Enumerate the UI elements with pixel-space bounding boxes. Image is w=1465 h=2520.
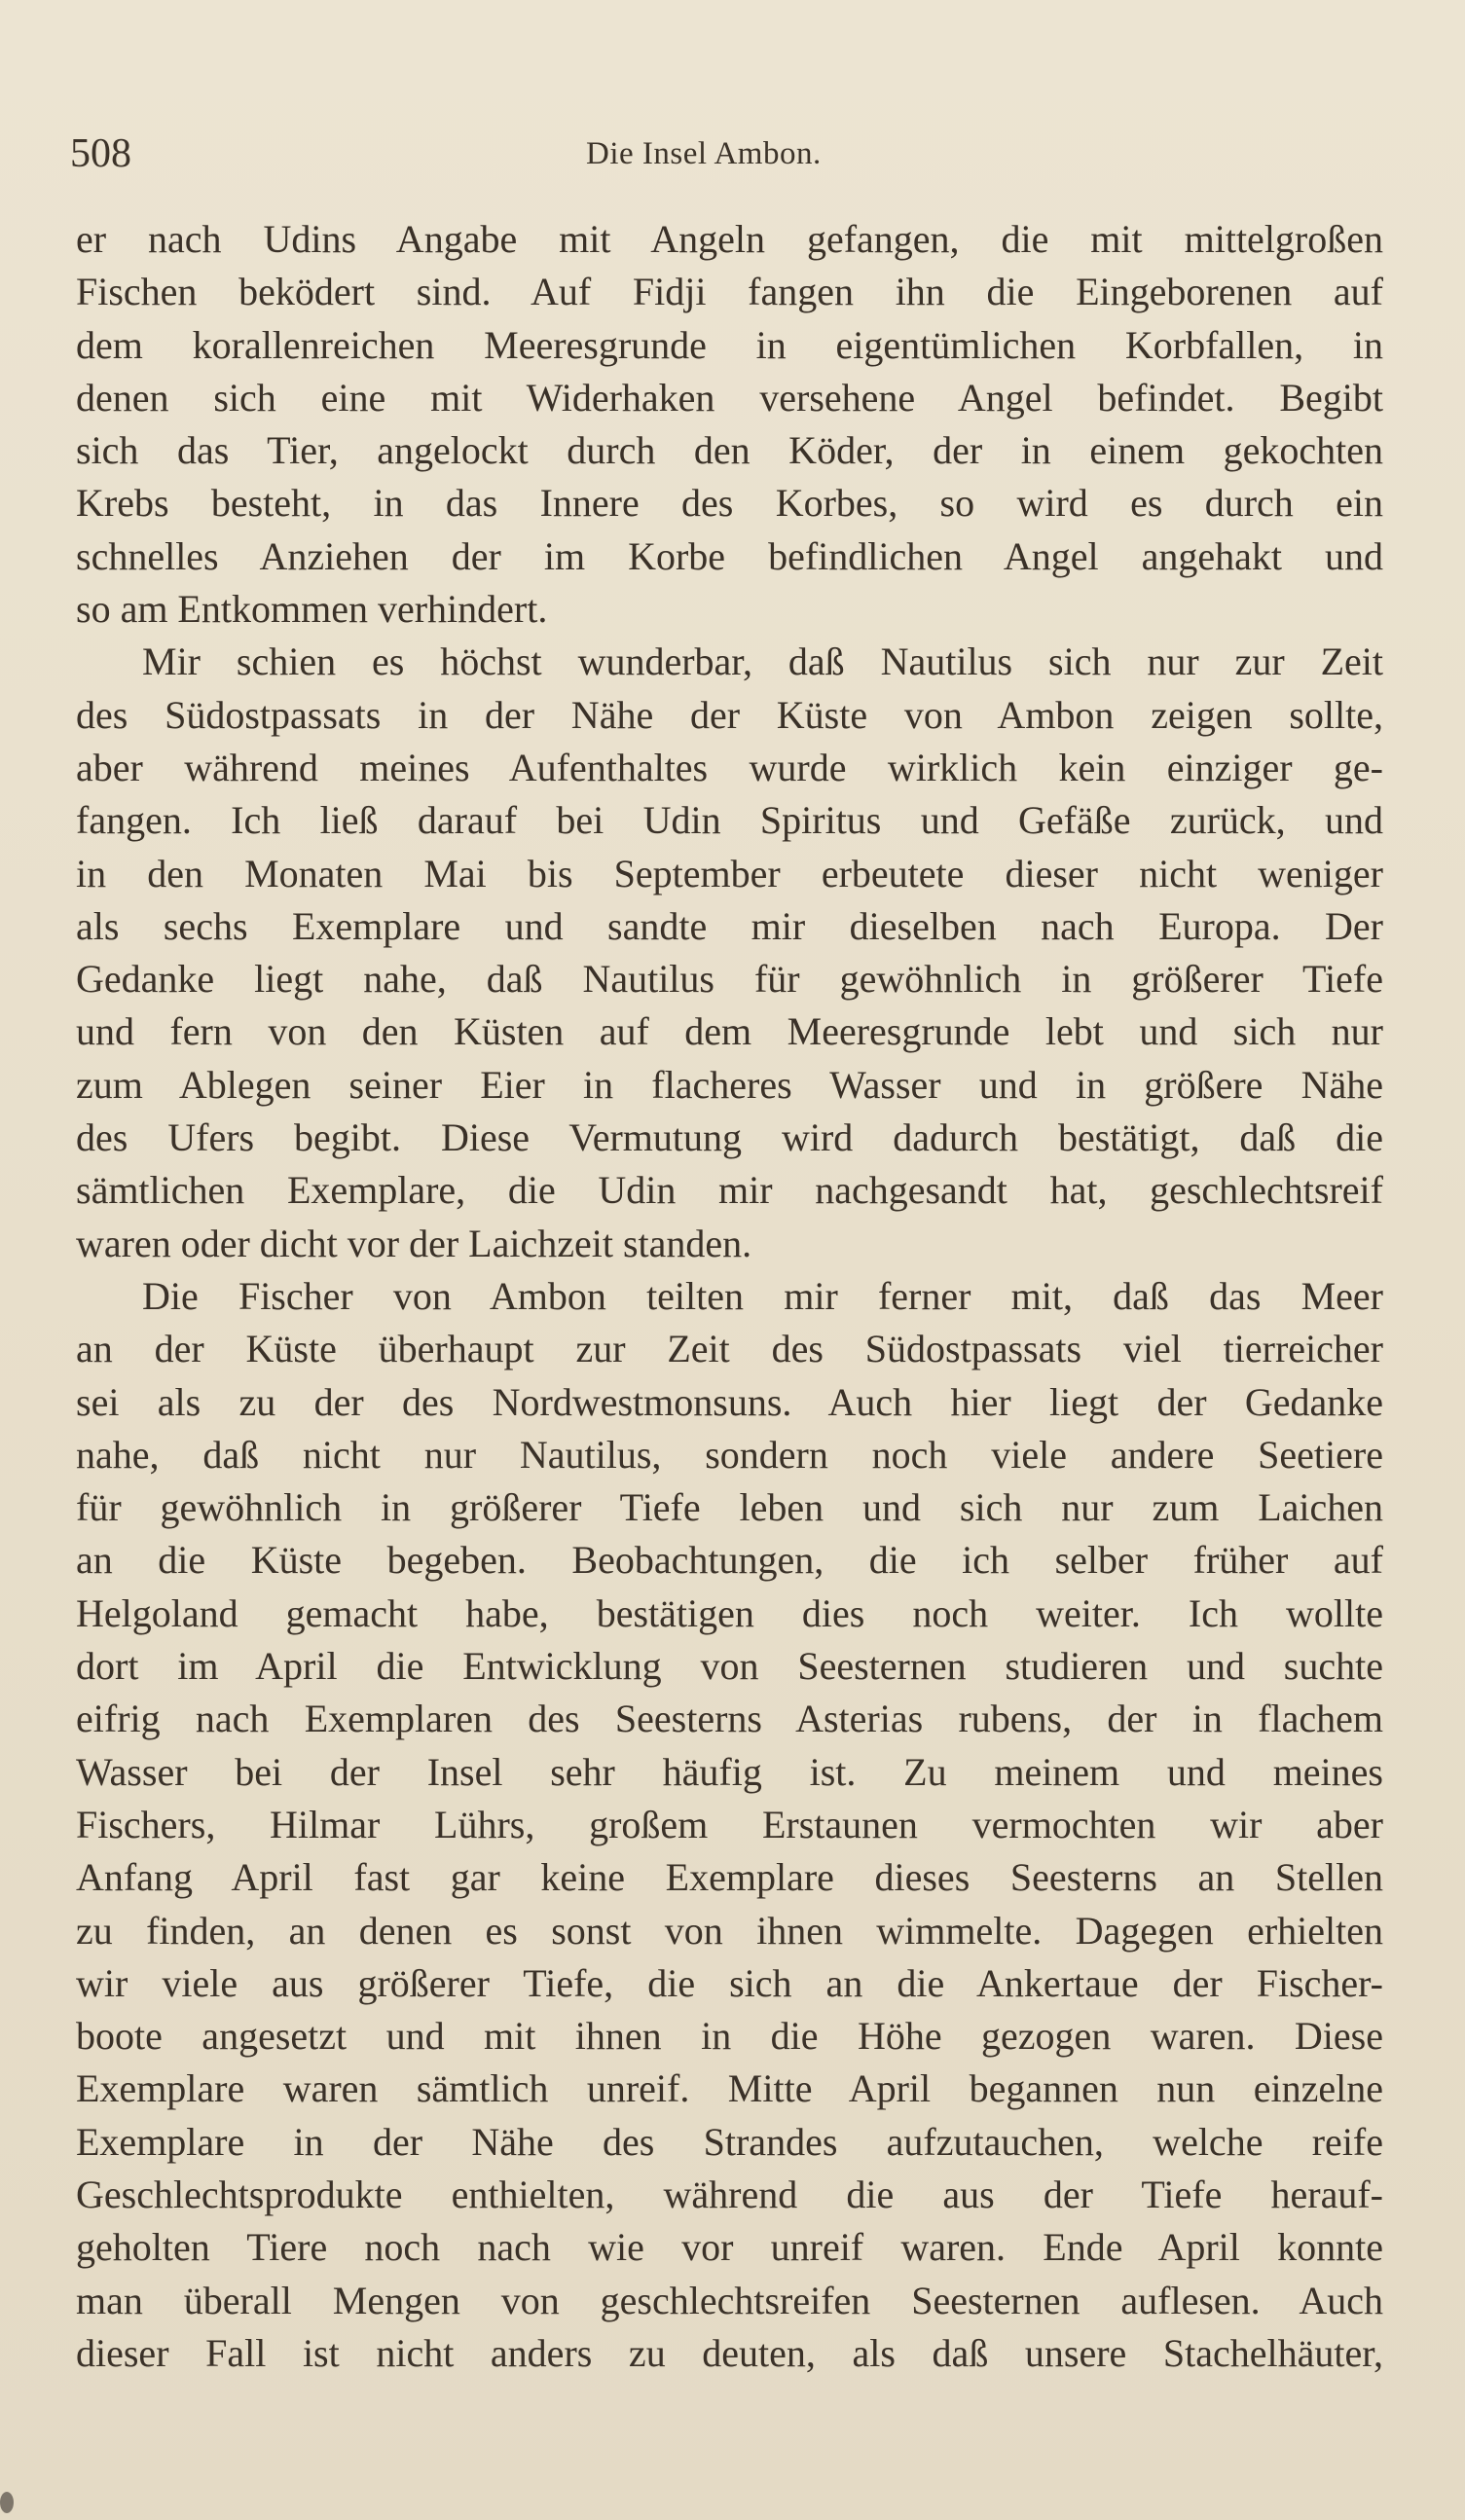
text-line: man überall Mengen von geschlechtsreifen Seesternen auflesen. Auch — [76, 2278, 1383, 2322]
text-line: Anfang April fast gar keine Exemplare dieses Seesterns an Stellen — [76, 1855, 1383, 1900]
ink-speck — [0, 2492, 14, 2513]
text-line: sei als zu der des Nordwestmonsuns. Auch hier liegt der Gedanke — [76, 1379, 1383, 1424]
text-line: in den Monaten Mai bis September erbeutete dieser nicht weniger — [76, 851, 1383, 895]
text-line: geholten Tiere noch nach wie vor unreif waren. Ende April konnte — [76, 2225, 1383, 2270]
text-line: Exemplare waren sämtlich unreif. Mitte April begannen nun einzelne — [76, 2066, 1383, 2111]
text-line: so am Entkommen verhindert. — [76, 587, 548, 632]
paragraph-first-line: Die Fischer von Ambon teilten mir ferner mit, daß das Meer — [142, 1273, 1383, 1318]
text-line: des Südostpassats in der Nähe der Küste von Ambon zeigen sollte, — [76, 692, 1383, 737]
text-line: schnelles Anziehen der im Korbe befindlichen Angel angehakt und — [76, 533, 1383, 578]
text-line: des Ufers begibt. Diese Vermutung wird dadurch bestätigt, daß die — [76, 1115, 1383, 1160]
text-line: er nach Udins Angabe mit Angeln gefangen, die mit mittelgroßen — [76, 217, 1383, 261]
text-line: zum Ablegen seiner Eier in flacheres Wasser und in größere Nähe — [76, 1062, 1383, 1107]
text-line: als sechs Exemplare und sandte mir dieselben nach Europa. Der — [76, 903, 1383, 948]
text-line: eifrig nach Exemplaren des Seesterns Asterias rubens, der in flachem — [76, 1697, 1383, 1741]
text-line: und fern von den Küsten auf dem Meeresgrunde lebt und sich nur — [76, 1009, 1383, 1054]
text-line: Exemplare in der Nähe des Strandes aufzutauchen, welche reife — [76, 2119, 1383, 2164]
text-line: an die Küste begeben. Beobachtungen, die ich selber früher auf — [76, 1538, 1383, 1583]
text-line: wir viele aus größerer Tiefe, die sich an die Ankertaue der Fischer- — [76, 1960, 1383, 2005]
text-line: boote angesetzt und mit ihnen in die Höhe gezogen waren. Diese — [76, 2014, 1383, 2059]
text-line: an der Küste überhaupt zur Zeit des Südostpassats viel tierreicher — [76, 1327, 1383, 1371]
running-title: Die Insel Ambon. — [586, 136, 822, 171]
text-line: Geschlechtsprodukte enthielten, während die aus der Tiefe herauf- — [76, 2172, 1383, 2216]
text-line: sämtlichen Exemplare, die Udin mir nachgesandt hat, geschlechtsreif — [76, 1168, 1383, 1213]
text-line: für gewöhnlich in größerer Tiefe leben und sich nur zum Laichen — [76, 1485, 1383, 1530]
text-line: Krebs besteht, in das Innere des Korbes, so wird es durch ein — [76, 481, 1383, 526]
text-line: Helgoland gemacht habe, bestätigen dies noch weiter. Ich wollte — [76, 1590, 1383, 1635]
text-line: Fischers, Hilmar Lührs, großem Erstaunen vermochten wir aber — [76, 1802, 1383, 1846]
text-line: denen sich eine mit Widerhaken versehene Angel befindet. Begibt — [76, 375, 1383, 420]
text-line: zu finden, an denen es sonst von ihnen wimmelte. Dagegen erhielten — [76, 1908, 1383, 1953]
text-line: sich das Tier, angelockt durch den Köder, der in einem gekochten — [76, 428, 1383, 473]
body-text — [76, 213, 1383, 2380]
text-line: Wasser bei der Insel sehr häufig ist. Zu meinem und meines — [76, 1749, 1383, 1794]
text-line: Gedanke liegt nahe, daß Nautilus für gewöhnlich in größerer Tiefe — [76, 957, 1383, 1002]
page-header — [70, 125, 1384, 183]
text-line: fangen. Ich ließ darauf bei Udin Spiritus und Gefäße zurück, und — [76, 798, 1383, 843]
page-number: 508 — [70, 131, 131, 176]
text-line: dem korallenreichen Meeresgrunde in eigentümlichen Korbfallen, in — [76, 322, 1383, 367]
text-line: waren oder dicht vor der Laichzeit standen. — [76, 1221, 752, 1265]
text-line: Fischen beködert sind. Auf Fidji fangen ihn die Eingeborenen auf — [76, 270, 1383, 314]
text-line: nahe, daß nicht nur Nautilus, sondern noch viele andere Seetiere — [76, 1432, 1383, 1477]
text-line: aber während meines Aufenthaltes wurde wirklich kein einziger ge- — [76, 745, 1383, 789]
text-line: dort im April die Entwicklung von Seesternen studieren und suchte — [76, 1644, 1383, 1689]
paragraph-first-line: Mir schien es höchst wunderbar, daß Nautilus sich nur zur Zeit — [142, 639, 1383, 684]
text-line: dieser Fall ist nicht anders zu deuten, als daß unsere Stachelhäuter, — [76, 2330, 1383, 2375]
